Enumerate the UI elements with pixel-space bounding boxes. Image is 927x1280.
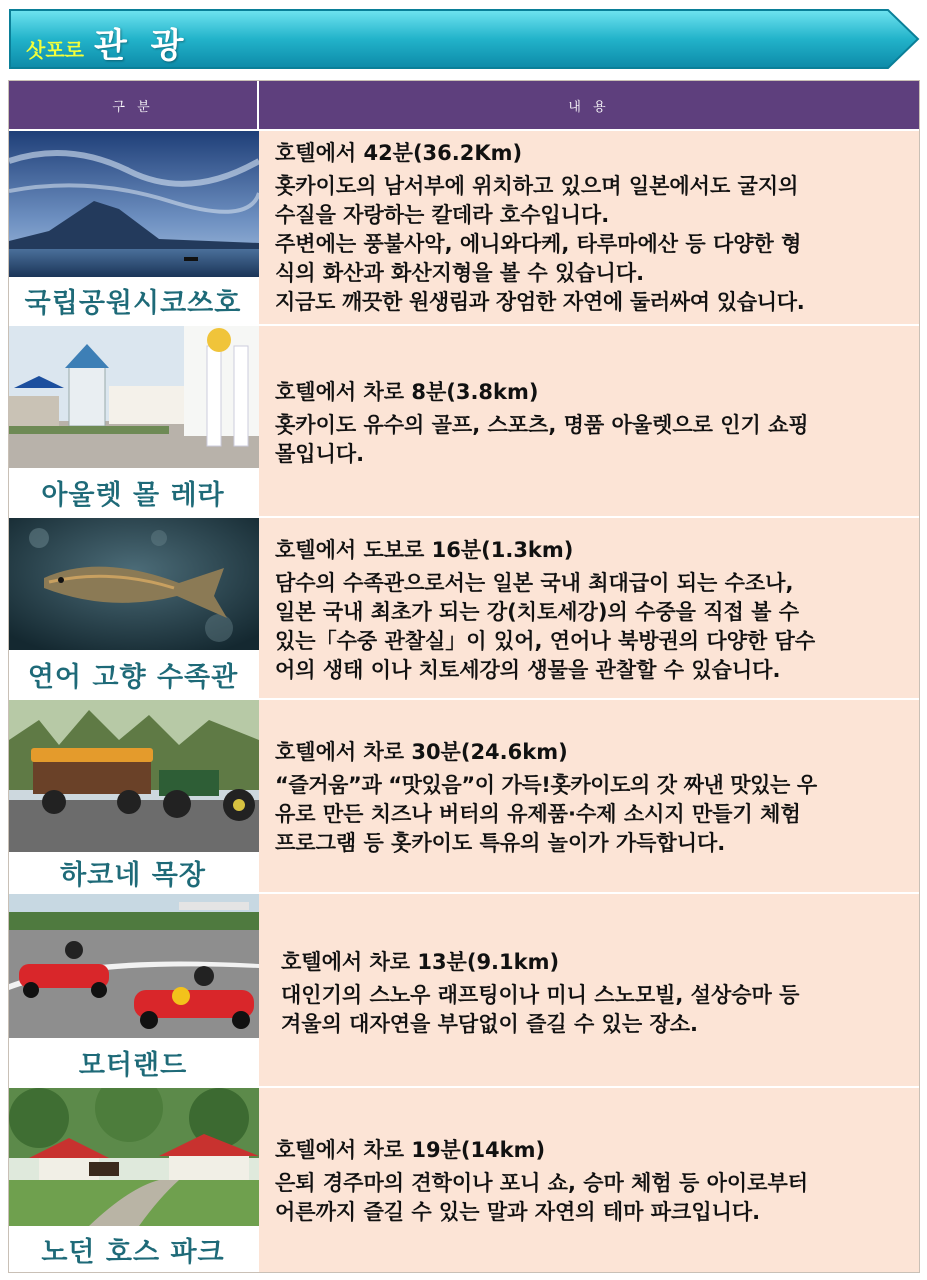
description-line: 수질을 자랑하는 칼데라 호수입니다. bbox=[275, 202, 610, 227]
lake-mountain-photo bbox=[9, 131, 259, 277]
distance-info: 호텔에서 차로 19분(14km) bbox=[275, 1138, 546, 1162]
place-name: 하코네 목장 bbox=[9, 852, 257, 892]
tractor-wagon-photo bbox=[9, 700, 259, 852]
go-kart-photo bbox=[9, 894, 259, 1038]
description-line: 겨울의 대자연을 부담없이 즐길 수 있는 장소. bbox=[281, 1012, 698, 1036]
content-cell bbox=[259, 894, 919, 1086]
banner-title: 관 광 bbox=[93, 26, 190, 66]
description-line: 프로그램 등 홋카이도 특유의 놀이가 가득합니다. bbox=[275, 831, 726, 855]
title-banner bbox=[8, 8, 920, 70]
distance-info: 호텔에서 차로 8분(3.8km) bbox=[275, 380, 539, 404]
table-row bbox=[9, 698, 919, 892]
place-name: 국립공원시코쓰호 bbox=[9, 277, 257, 324]
description-line: 유로 만든 치즈나 버터의 유제품·수제 소시지 만들기 체험 bbox=[275, 802, 801, 826]
distance-info: 호텔에서 차로 30분(24.6km) bbox=[275, 740, 568, 764]
horse-park-photo bbox=[9, 1088, 259, 1226]
content-cell bbox=[259, 518, 919, 698]
description-line: 홋카이도 유수의 골프, 스포츠, 명품 아울렛으로 인기 쇼핑 bbox=[275, 413, 809, 437]
category-cell bbox=[9, 326, 259, 516]
content-cell bbox=[259, 326, 919, 516]
content-cell bbox=[259, 131, 919, 324]
description-line: 대인기의 스노우 래프팅이나 미니 스노모빌, 설상승마 등 bbox=[281, 983, 800, 1007]
outlet-mall-photo bbox=[9, 326, 259, 468]
place-name: 연어 고향 수족관 bbox=[9, 650, 257, 698]
description-line: 식의 화산과 화산지형을 볼 수 있습니다. bbox=[275, 260, 645, 285]
tourism-table bbox=[8, 80, 920, 1273]
description-line: 은퇴 경주마의 견학이나 포니 쇼, 승마 체험 등 아이로부터 bbox=[275, 1171, 809, 1195]
description-line: 주변에는 풍불사악, 에니와다케, 타루마에산 등 다양한 형 bbox=[275, 231, 802, 256]
category-cell bbox=[9, 1088, 259, 1272]
table-row bbox=[9, 516, 919, 698]
table-row bbox=[9, 324, 919, 516]
category-cell bbox=[9, 518, 259, 698]
place-name: 아울렛 몰 레라 bbox=[9, 468, 257, 516]
description-line: 몰입니다. bbox=[275, 442, 365, 466]
table-row bbox=[9, 129, 919, 324]
header-category: 구 분 bbox=[9, 81, 259, 129]
category-cell bbox=[9, 894, 259, 1086]
content-cell bbox=[259, 1088, 919, 1272]
content-cell bbox=[259, 700, 919, 892]
place-name: 노던 호스 파크 bbox=[9, 1226, 257, 1272]
table-row bbox=[9, 1086, 919, 1272]
distance-info: 호텔에서 42분(36.2Km) bbox=[275, 140, 523, 165]
distance-info: 호텔에서 도보로 16분(1.3km) bbox=[275, 538, 574, 562]
description-line: 홋카이도의 남서부에 위치하고 있으며 일본에서도 굴지의 bbox=[275, 173, 799, 198]
table-header bbox=[9, 81, 919, 129]
description-line: 담수의 수족관으로서는 일본 국내 최대급이 되는 수조나, bbox=[275, 571, 794, 595]
description-line: 있는「수중 관찰실」이 있어, 연어나 북방권의 다양한 담수 bbox=[275, 629, 816, 653]
table-row bbox=[9, 892, 919, 1086]
banner-subtitle: 삿포로 bbox=[26, 38, 84, 62]
salmon-aquarium-photo bbox=[9, 518, 259, 650]
description-line: 일본 국내 최초가 되는 강(치토세강)의 수중을 직접 볼 수 bbox=[275, 600, 799, 624]
description-line: “즐거움”과 “맛있음”이 가득!홋카이도의 갓 짜낸 맛있는 우 bbox=[275, 773, 817, 797]
description-line: 지금도 깨끗한 원생림과 장엄한 자연에 둘러싸여 있습니다. bbox=[275, 289, 805, 314]
header-content: 내 용 bbox=[568, 99, 610, 115]
description-line: 어의 생태 이나 치토세강의 생물을 관찰할 수 있습니다. bbox=[275, 658, 781, 682]
distance-info: 호텔에서 차로 13분(9.1km) bbox=[281, 950, 560, 974]
place-name: 모터랜드 bbox=[9, 1038, 257, 1086]
category-cell bbox=[9, 700, 259, 892]
description-line: 어른까지 즐길 수 있는 말과 자연의 테마 파크입니다. bbox=[275, 1200, 761, 1224]
category-cell bbox=[9, 131, 259, 324]
